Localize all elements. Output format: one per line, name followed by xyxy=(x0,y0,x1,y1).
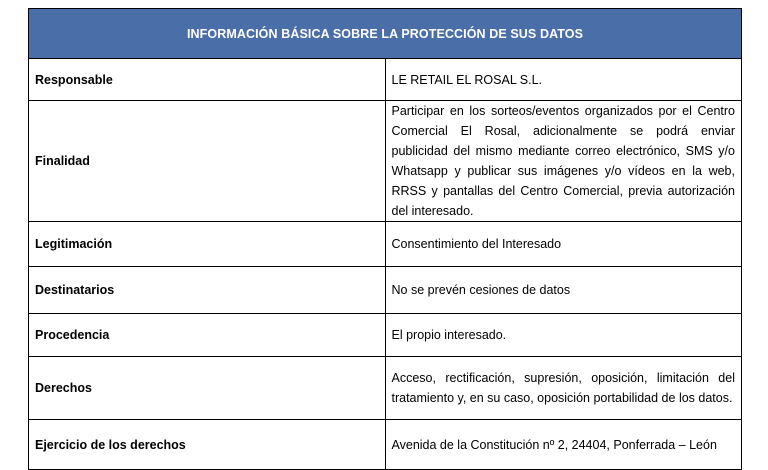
row-value-legitimacion: Consentimiento del Interesado xyxy=(385,222,742,267)
row-value-responsable: LE RETAIL EL ROSAL S.L. xyxy=(385,59,742,101)
table-title: INFORMACIÓN BÁSICA SOBRE LA PROTECCIÓN DE SUS DATOS xyxy=(29,9,742,59)
table-row-derechos xyxy=(29,357,742,420)
row-label-legitimacion: Legitimación xyxy=(29,222,386,267)
row-label-finalidad: Finalidad xyxy=(29,101,386,222)
row-label-responsable: Responsable xyxy=(29,59,386,101)
row-value-finalidad: Participar en los sorteos/eventos organizados por el Centro Comercial El Rosal, adicionalmente se podrá enviar publicidad del mismo mediante correo electrónico, SMS y/o Whatsapp y publicar sus imágenes y/o vídeos en la web, RRSS y pantallas del Centro Comercial, previa autorización del interesado. xyxy=(385,101,742,222)
table-row-ejercicio xyxy=(29,420,742,470)
row-label-procedencia: Procedencia xyxy=(29,314,386,357)
table-row-responsable xyxy=(29,59,742,101)
row-value-procedencia: El propio interesado. xyxy=(385,314,742,357)
table-row-procedencia xyxy=(29,314,742,357)
table-header-row xyxy=(29,9,742,59)
row-value-ejercicio: Avenida de la Constitución nº 2, 24404, Ponferrada – León xyxy=(385,420,742,470)
table-row-finalidad xyxy=(29,101,742,222)
row-value-derechos: Acceso, rectificación, supresión, oposición, limitación del tratamiento y, en su caso, oposición portabilidad de los datos. xyxy=(385,357,742,420)
row-value-destinatarios: No se prevén cesiones de datos xyxy=(385,267,742,314)
row-label-destinatarios: Destinatarios xyxy=(29,267,386,314)
row-label-derechos: Derechos xyxy=(29,357,386,420)
data-protection-table xyxy=(28,8,742,470)
table-row-legitimacion xyxy=(29,222,742,267)
row-label-ejercicio: Ejercicio de los derechos xyxy=(29,420,386,470)
table-row-destinatarios xyxy=(29,267,742,314)
